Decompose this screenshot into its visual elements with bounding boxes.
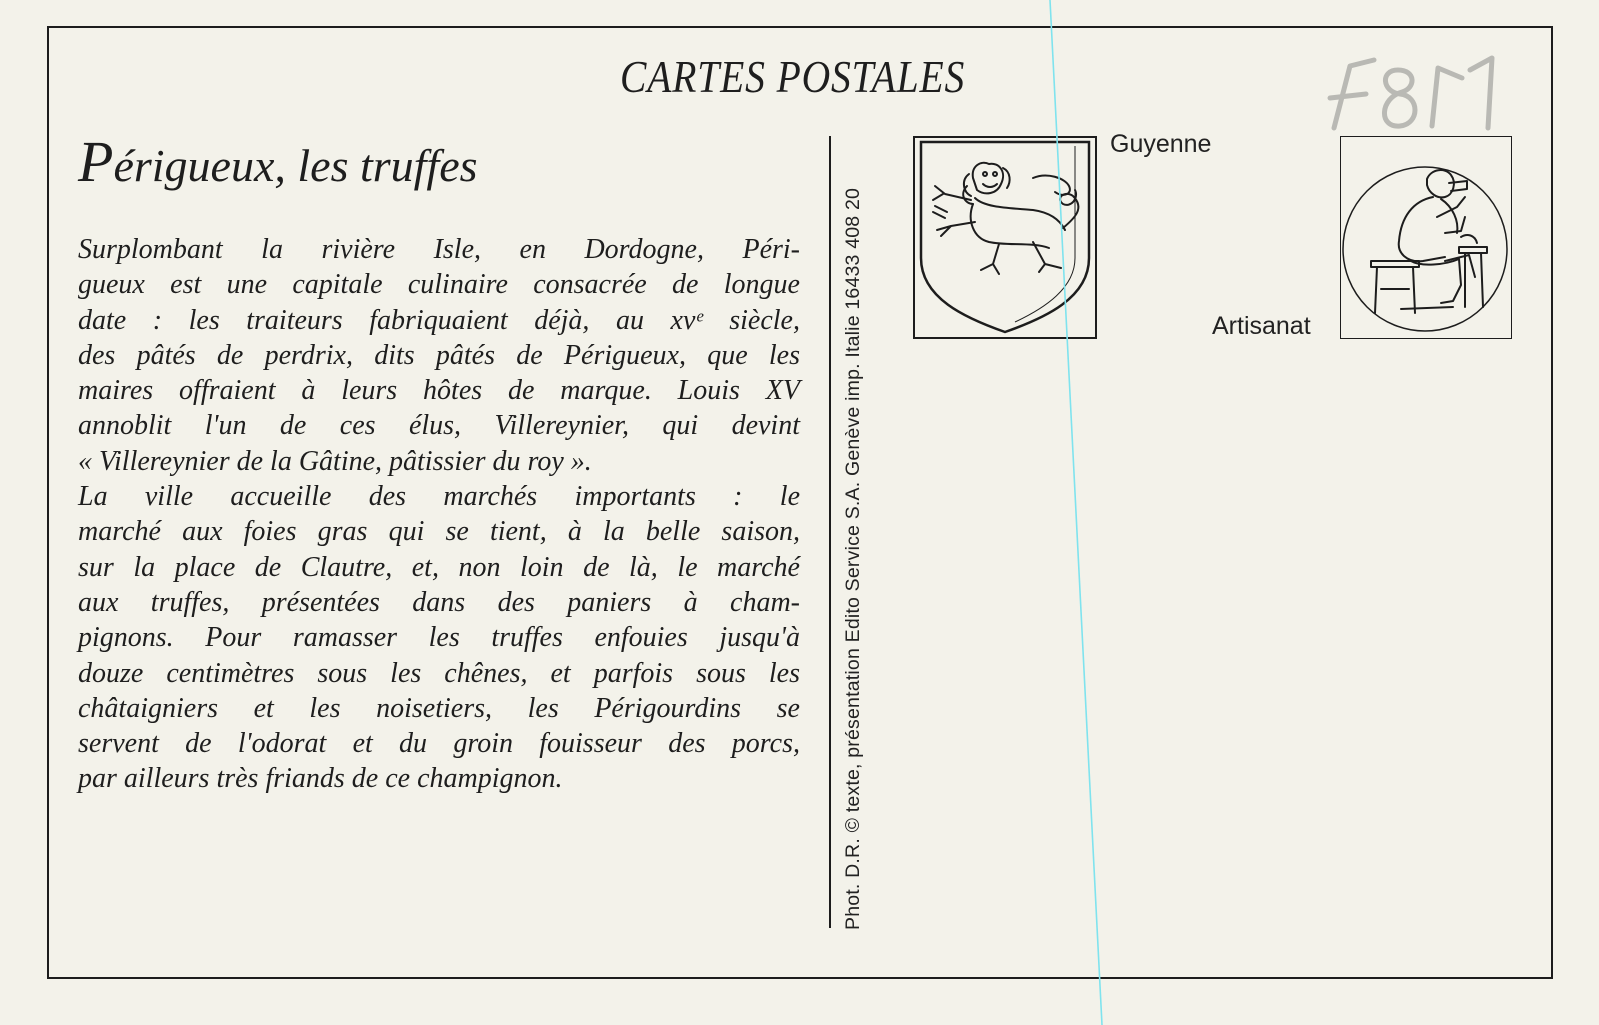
body-line: par ailleurs très friands de ce champignon. — [78, 763, 563, 795]
body-line: annoblit l'un de ces élus, Villereynier, qui devint — [78, 410, 800, 442]
coat-of-arms-box — [913, 136, 1097, 339]
body-line: marché aux foies gras qui se tient, à la belle saison, — [78, 516, 800, 548]
header-title: CARTES POSTALES — [620, 51, 966, 102]
body-line: La ville accueille des marchés importants : le — [78, 481, 800, 513]
body-line: Surplombant la rivière Isle, en Dordogne, Péri- — [78, 234, 800, 265]
body-text — [78, 232, 800, 797]
body-line: pignons. Pour ramasser les truffes enfouies jusqu'à — [78, 622, 800, 654]
vertical-divider — [829, 136, 831, 928]
craftsman-icon — [1341, 137, 1510, 337]
craft-label: Artisanat — [1212, 312, 1311, 340]
main-title-initial: P — [78, 129, 114, 194]
region-label: Guyenne — [1110, 130, 1212, 158]
body-line: servent de l'odorat et du groin fouisseur des porcs, — [78, 728, 800, 760]
craft-box — [1340, 136, 1512, 339]
body-line: des pâtés de perdrix, dits pâtés de Périgueux, que les — [78, 339, 800, 371]
body-line: « Villereynier de la Gâtine, pâtissier du roy ». — [78, 445, 592, 477]
body-line: aux truffes, présentées dans des paniers à cham- — [78, 586, 800, 618]
body-line: date : les traiteurs fabriquaient déjà, au xvᵉ siècle, — [78, 304, 800, 336]
main-title — [78, 128, 478, 195]
body-line: châtaigniers et les noisetiers, les Périgourdins se — [78, 692, 800, 724]
body-line: maires offraient à leurs hôtes de marque. Louis XV — [78, 375, 800, 407]
body-line: gueux est une capitale culinaire consacrée de longue — [78, 269, 800, 301]
lion-shield-icon — [915, 138, 1095, 337]
body-line: douze centimètres sous les chênes, et parfois sous les — [78, 657, 800, 689]
body-line: sur la place de Clautre, et, non loin de là, le marché — [78, 551, 800, 583]
credit-line: Phot. D.R. © texte, présentation Edito Service S.A. Genève imp. Italie 16433 408 20 — [842, 187, 864, 930]
handwritten-mark — [1320, 48, 1500, 138]
main-title-rest: érigueux, les truffes — [113, 140, 478, 191]
